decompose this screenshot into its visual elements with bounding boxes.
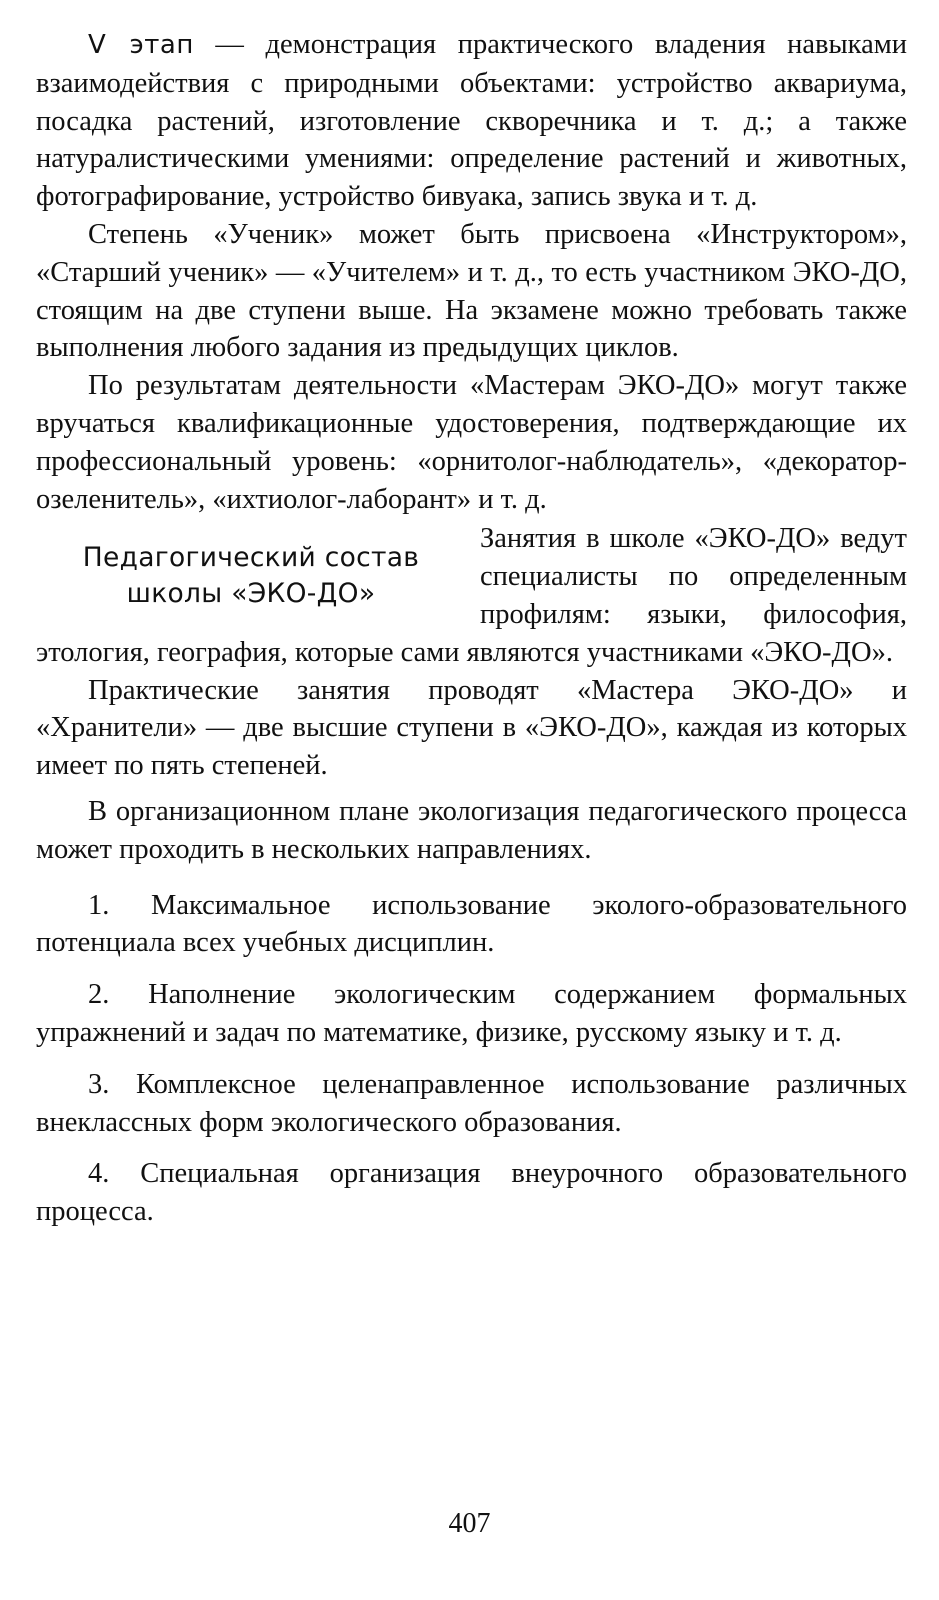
paragraph-teachers: Занятия в школе «ЭКО-ДО» ведут специалисты по определенным профилям: языки, философия, этология, география, которые сами являются участниками «ЭКО-ДО». xyxy=(36,523,907,668)
section-heading-line-1: Педагогический состав xyxy=(82,542,420,574)
section-heading xyxy=(36,540,466,612)
stage-paragraph xyxy=(36,26,907,216)
list-item: 4. Специальная организация внеурочного образовательного процесса. xyxy=(36,1158,907,1228)
page-content xyxy=(36,26,907,1231)
page-number: 407 xyxy=(448,1508,491,1539)
section-heading-line-2: школы «ЭКО-ДО» xyxy=(126,578,376,610)
paragraph-practical: Практические занятия проводят «Мастера ЭКО-ДО» и «Хранители» — две высшие ступени в «ЭКО-ДО», каждая из которых имеет по пять степеней. xyxy=(36,674,907,782)
list-item: 3. Комплексное целенаправленное использование различных внеклассных форм экологического образования. xyxy=(36,1068,907,1138)
paragraph-certificates: По результатам деятельности «Мастерам ЭКО-ДО» могут также вручаться квалификационные удостоверения, подтверждающие их профессиональный уровень: «орнитолог-наблюдатель», «декоратор-озеленитель», «ихтиолог-лаборант» и т. д. xyxy=(36,370,907,515)
list-item: 2. Наполнение экологическим содержанием формальных упражнений и задач по математике, физике, русскому языку и т. д. xyxy=(36,979,907,1048)
stage-label: V этап xyxy=(88,30,194,60)
paragraph-organization: В организационном плане экологизация педагогического процесса может проходить в нескольких направлениях. xyxy=(36,795,907,865)
paragraph-degree: Степень «Ученик» может быть присвоена «Инструктором», «Старший ученик» — «Учителем» и т. д., то есть участником ЭКО-ДО, стоящим на две ступени выше. На экзамене можно требовать также выполнения любого задания из предыдущих циклов. xyxy=(36,218,907,364)
stage-text: — демонстрация практического владения навыками взаимодействия с природными объектами: устройство аквариума, посадка растений, изготовление скворечника и т. д.; а также натуралистическими умениями: определение растений и животных, фотографирование, устройство бивуака, запись звука и т. д. xyxy=(36,29,908,213)
list-item: 1. Максимальное использование эколого-образовательного потенциала всех учебных дисциплин. xyxy=(36,889,907,959)
